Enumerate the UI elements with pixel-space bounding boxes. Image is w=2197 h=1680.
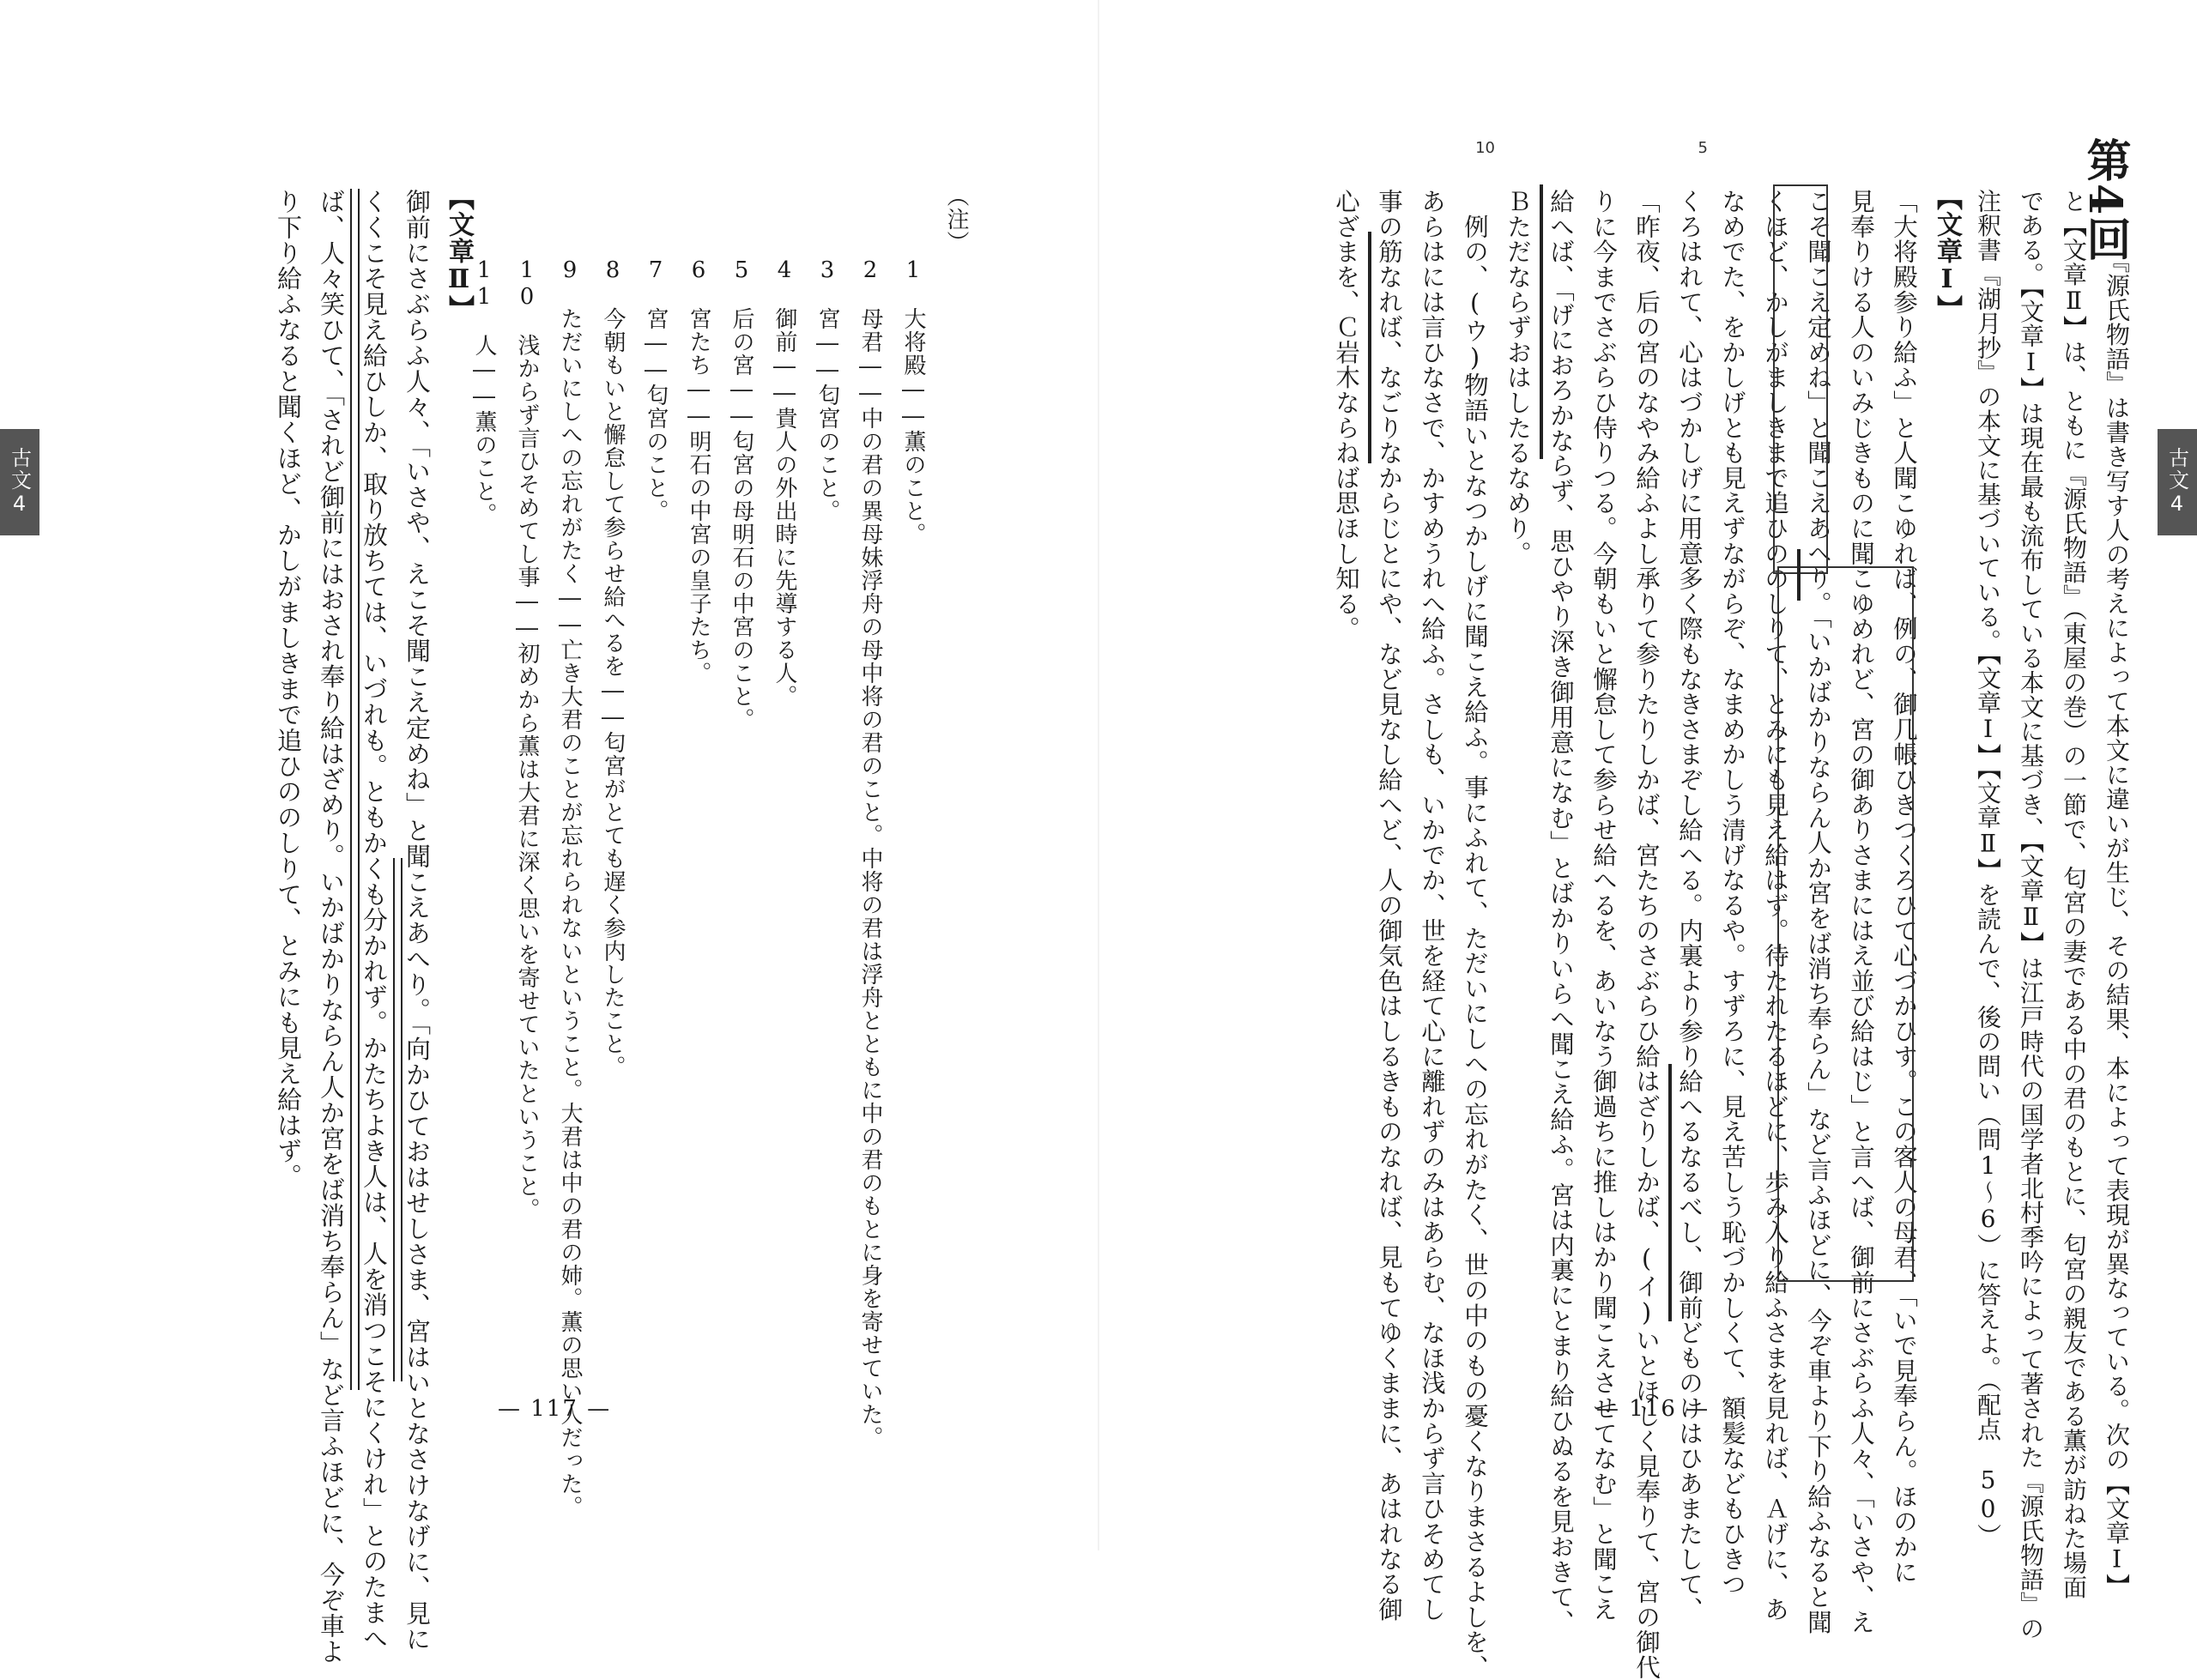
text-1-line: 給へば、「げにおろかならず、思ひやり深き御用意になむ」とばかりいらへ聞こえ給ふ。宮は内裏にとまり給ひぬるを見おきて、 [1546, 189, 1575, 1635]
note-item: 11 人――薫のこと。 [471, 257, 497, 526]
text-2-line: ば、人々笑ひて、「されど御前にはおされ奉り給はざめり。いかばかりならん人か宮をば消ち奉らん」など言ふほどに、今ぞ車よ [317, 189, 346, 1665]
intro-line: である。【文章Ⅰ】は現在最も流布している本文に基づき、【文章Ⅱ】は江戸時代の国学者北村季吟によって著された『源氏物語』の [2017, 189, 2045, 1641]
note-item: 4 御前――貴人の外出時に先導する人。 [772, 257, 797, 708]
lesson-heading: 第4回 [2079, 137, 2131, 263]
section-label-text-2: 【文章Ⅱ】 [444, 184, 474, 322]
note-item: 1 大将殿――薫のこと。 [900, 257, 926, 546]
note-item: 3 宮――匂宮のこと。 [814, 257, 840, 523]
text-2-line: 御前にさぶらふ人々、「いさや、えこそ聞こえ定めね」と聞こえあへり。「向かひておはせしさま、宮はいとなさけなげに、見に [402, 189, 432, 1653]
text-1-line: なめでた、をかしげとも見えずながらぞ、なまめかしう清げなるや。すずろに、見え苦しう恥づかしくて、額髪などもひきつ [1718, 189, 1746, 1597]
section-tab[interactable]: 古文4 [2158, 429, 2197, 535]
underline-b [1540, 184, 1543, 459]
page-number: — 116 — [1596, 1396, 1710, 1422]
note-item: 8 今朝もいと懈怠して参らせ給へるを――匂宮がとても遅く参内したこと。 [600, 257, 626, 1079]
boxed-passage [1773, 184, 1828, 574]
text-1-line: Ｂただならずおはしたるなめり。 [1504, 189, 1532, 566]
boxed-passage [1777, 566, 1914, 1282]
note-item: 7 宮――匂宮のこと。 [643, 257, 669, 523]
page-116 [1098, 0, 2197, 1680]
section-label-text-1: 【文章Ⅰ】 [1932, 184, 1962, 322]
intro-line: 『源氏物語』は書き写す人の考えによって本文に違いが生じ、その結果、本によって表現が異なっている。次の【文章Ⅰ】 [2103, 249, 2131, 1598]
text-1-line: 事の筋なれば、なごりなからじとにや、など見なし給へど、人の御気色はしるきものなれば、見もてゆくままに、あはれなる御 [1375, 189, 1403, 1623]
note-item: 2 母君――中の君の異母妹浮舟の母中将の君のこと。中将の君は浮舟とともに中の君のもとに身を寄せていた。 [857, 257, 883, 1449]
intro-line: 注釈書『湖月抄』の本文に基づいている。【文章Ⅰ】【文章Ⅱ】を読んで、後の問い（問1〜6）に答えよ。（配点 50） [1974, 189, 2002, 1548]
text-1-line: 見奉りける人のいみじきものに聞こゆめれど、宮の御ありさまにはえ並び給はじ」と言へば、御前にさぶらふ人々、「いさや、え [1847, 189, 1875, 1635]
double-underline [393, 858, 402, 1381]
note-item: 10 浅からず言ひそめてし事――初めから薫は大君に深く思いを寄せていたということ。 [514, 257, 540, 1221]
line-number: 10 [1475, 139, 1495, 157]
text-1-line: くほど、かしがましきまで追ひののしりて、とみにも見え給はず。待たれたるほどに、歩み入り給ふさまを見れば、Ａげに、あ [1761, 189, 1789, 1623]
text-2-line: り下り給ふなると聞くほど、かしがましきまで追ひののしりて、とみにも見え給はず。 [274, 189, 303, 1190]
text-1-line: りに今までさぶらひ侍りつる。今朝もいと懈怠して参らせ給へるを、あいなう御過ちに推しはかり聞こえさせてなむ」と聞こえ [1589, 189, 1618, 1623]
text-2-line: くくこそ見え給ひしか、取り放ちては、いづれも。ともかくも分かれず。かたちよき人は、人を消つこそにくけれ」とのたまへ [360, 189, 389, 1652]
text-1-line: 「大将殿参り給ふ」と人聞こゆれば、例の、御几帳ひきつくろひて心づかひす。この客人の母君、「いで見奉らん。ほのかに [1890, 189, 1918, 1585]
intro-line: と【文章Ⅱ】は、ともに『源氏物語』（東屋の巻）の一節で、匂宮の妻である中の君のもとに、匂宮の親友である薫が訪ねた場面 [2060, 189, 2088, 1599]
double-underline [350, 189, 360, 1390]
notes-label: （注） [943, 184, 969, 254]
underline-i [1668, 1064, 1672, 1321]
note-item: 6 宮たち――明石の中宮の皇子たち。 [686, 257, 711, 685]
underline-a [1797, 549, 1801, 601]
text-1-line: 「昨夜、后の宮のなやみ給ふよし承りて参りたりしかば、宮たちのさぶらひ給はざりしかば、(イ)いとほしく見奉りて、宮の御代 [1632, 189, 1661, 1680]
text-1-line: あらはには言ひなさで、かすめうれへ給ふ。さしも、いかでか、世を経て心に離れずのみはあらむ、なほ浅からず言ひそめてし [1418, 189, 1446, 1623]
section-tab[interactable]: 古文4 [0, 429, 39, 535]
text-1-line: 心ざまを、Ｃ岩木ならねば思ほし知る。 [1332, 189, 1360, 642]
text-1-line: こそ聞こえ定めね」と聞こえあへり。「いかばかりならん人か宮をば消ち奉らん」など言ふほどに、今ぞ車より下り給ふなると聞 [1804, 189, 1832, 1635]
text-1-line: くろはれて、心はづかしげに用意多く際もなきさまぞし給へる。内裏より参り給へるなるべし、御前どものけはひあまたして、 [1675, 189, 1704, 1623]
underline-c [1368, 232, 1371, 463]
page-117 [0, 0, 1098, 1665]
text-1-line: 例の、(ウ)物語いとなつかしげに聞こえ給ふ。事にふれて、ただいにしへの忘れがたく、世の中のもの憂くなりまさるよしを、 [1461, 189, 1489, 1680]
note-item: 9 ただいにしへの忘れがたく――亡き大君のことが忘れられないということ。大君は中の君の姉。薫の思い人だった。 [557, 257, 583, 1519]
note-item: 5 后の宮――匂宮の母明石の中宮のこと。 [729, 257, 754, 731]
page-number: — 117 — [498, 1396, 612, 1422]
line-number: 5 [1698, 139, 1708, 157]
